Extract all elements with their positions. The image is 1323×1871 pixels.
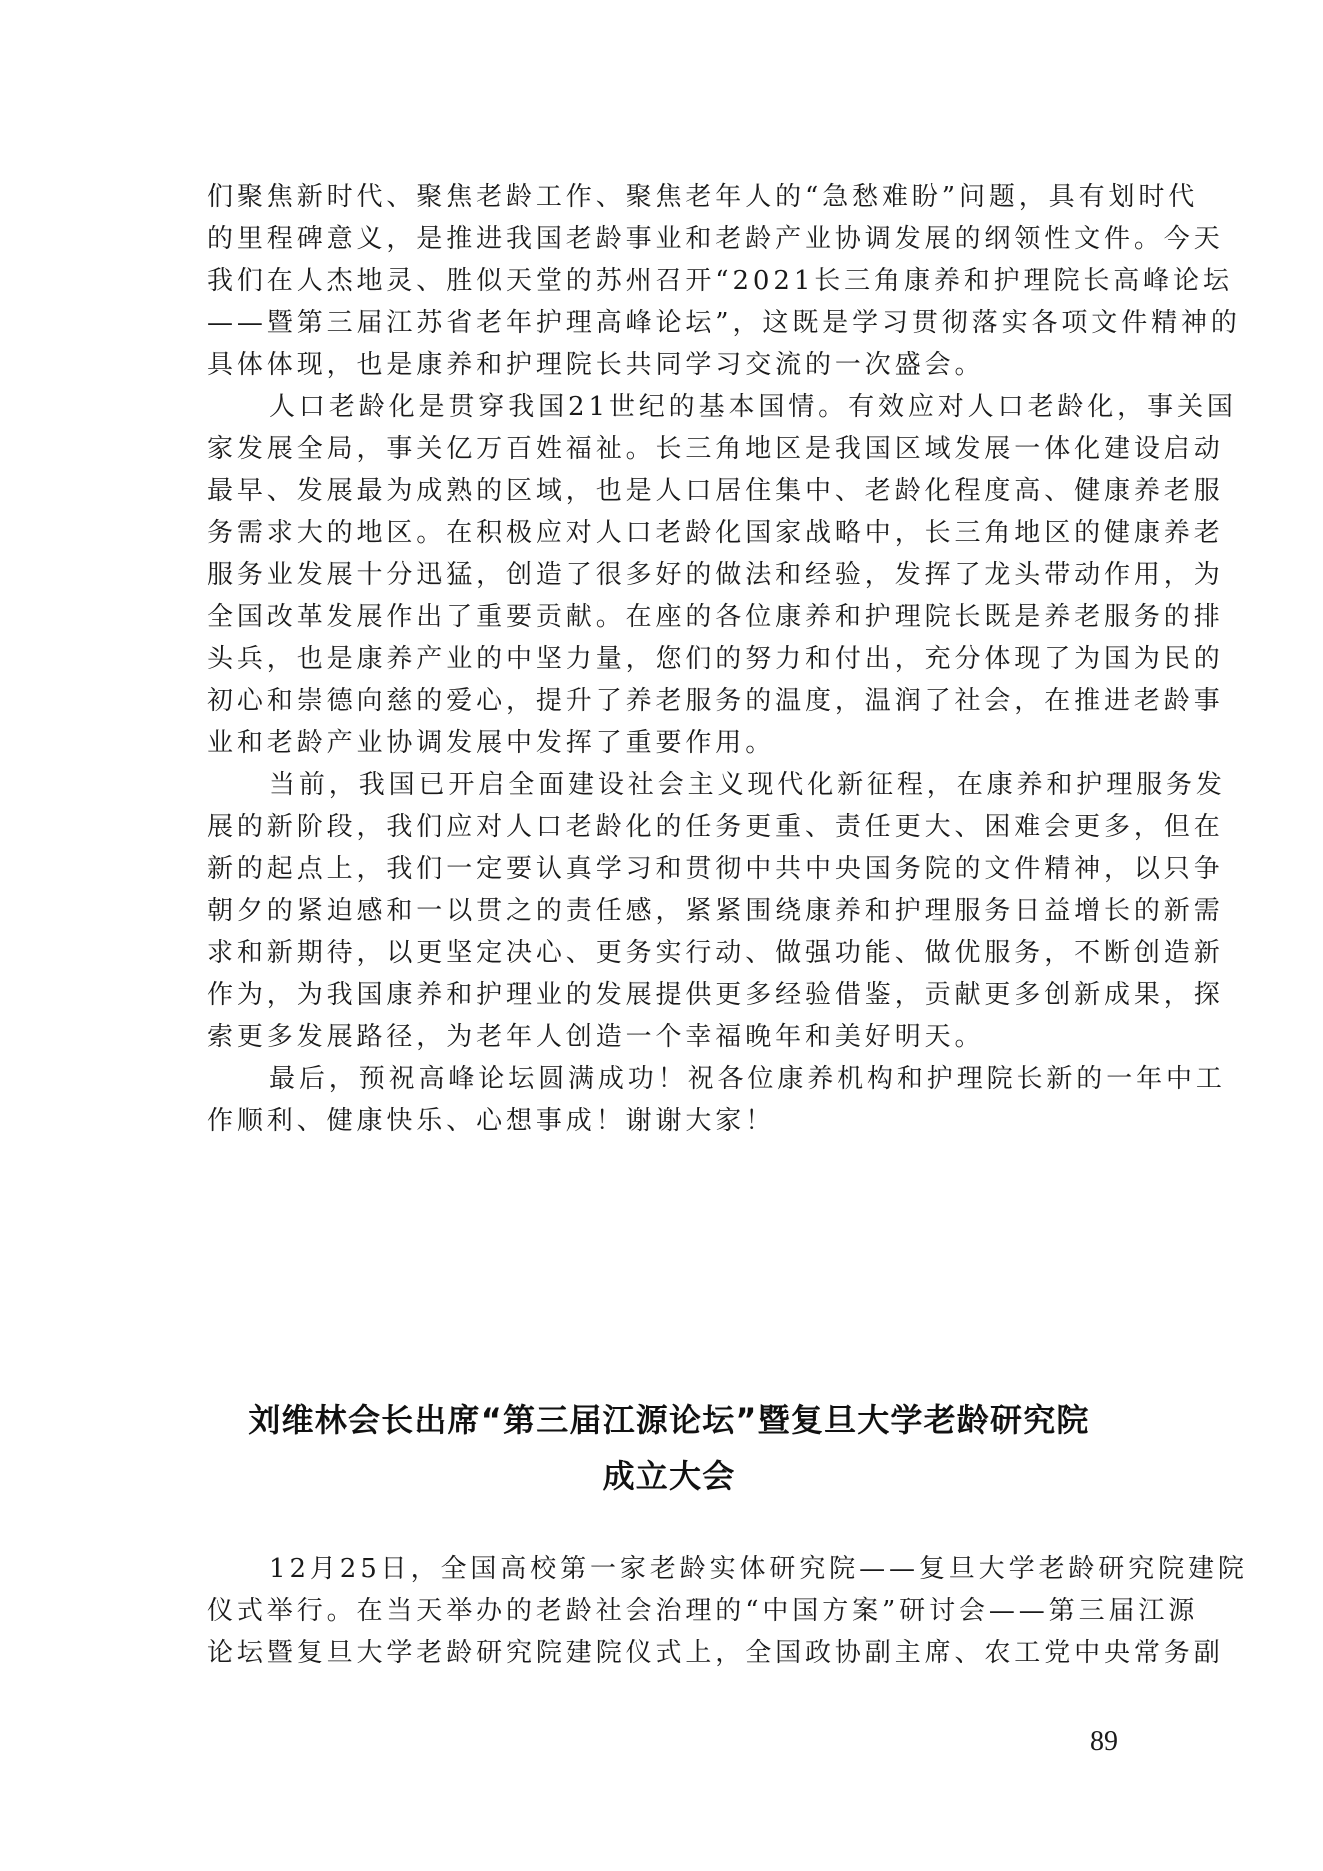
speech-body [207, 176, 1241, 1142]
text-line: 最早、发展最为成熟的区域，也是人口居住集中、老龄化程度高、健康养老服 [207, 476, 1224, 506]
text-line: 具体体现，也是康养和护理院长共同学习交流的一次盛会。 [207, 350, 985, 380]
text-line: 头兵，也是康养产业的中坚力量，您们的努力和付出，充分体现了为国为民的 [207, 644, 1224, 674]
text-line: 展的新阶段，我们应对人口老龄化的任务更重、责任更大、困难会更多，但在 [207, 812, 1224, 842]
text-line: 论坛暨复旦大学老龄研究院建院仪式上，全国政协副主席、农工党中央常务副 [207, 1638, 1224, 1668]
text-line: 作为，为我国康养和护理业的发展提供更多经验借鉴，贡献更多创新成果，探 [207, 980, 1224, 1010]
text-line: 初心和崇德向慈的爱心，提升了养老服务的温度，温润了社会，在推进老龄事 [207, 686, 1224, 716]
article-title [200, 1392, 1138, 1504]
paragraph-1 [207, 176, 1241, 386]
text-line: 求和新期待，以更坚定决心、更务实行动、做强功能、做优服务，不断创造新 [207, 938, 1224, 968]
text-line: 家发展全局，事关亿万百姓福祉。长三角地区是我国区域发展一体化建设启动 [207, 434, 1224, 464]
text-line: ——暨第三届江苏省老年护理高峰论坛”，这既是学习贯彻落实各项文件精神的 [207, 308, 1241, 338]
title-line: 成立大会 [602, 1457, 736, 1495]
text-line: 仪式举行。在当天举办的老龄社会治理的“中国方案”研讨会——第三届江源 [207, 1596, 1199, 1626]
text-line: 服务业发展十分迅猛，创造了很多好的做法和经验，发挥了龙头带动作用，为 [207, 560, 1224, 590]
paragraph-4 [207, 1058, 1226, 1142]
title-line: 刘维林会长出席“第三届江源论坛”暨复旦大学老龄研究院 [248, 1401, 1090, 1439]
page-number: 89 [1090, 1726, 1118, 1757]
text-line: 12月25日，全国高校第一家老龄实体研究院——复旦大学老龄研究院建院 [269, 1554, 1248, 1584]
text-line: 务需求大的地区。在积极应对人口老龄化国家战略中，长三角地区的健康养老 [207, 518, 1224, 548]
text-line: 们聚焦新时代、聚焦老龄工作、聚焦老年人的“急愁难盼”问题，具有划时代 [207, 182, 1199, 212]
paragraph-2 [207, 386, 1237, 764]
text-line: 我们在人杰地灵、胜似天堂的苏州召开“2021长三角康养和护理院长高峰论坛 [207, 266, 1233, 296]
text-line: 当前，我国已开启全面建设社会主义现代化新征程，在康养和护理服务发 [269, 770, 1226, 800]
text-line: 全国改革发展作出了重要贡献。在座的各位康养和护理院长既是养老服务的排 [207, 602, 1224, 632]
text-line: 索更多发展路径，为老年人创造一个幸福晚年和美好明天。 [207, 1022, 985, 1052]
paragraph-3 [207, 764, 1226, 1058]
article-body [207, 1548, 1248, 1674]
text-line: 最后，预祝高峰论坛圆满成功！祝各位康养机构和护理院长新的一年中工 [269, 1064, 1226, 1094]
text-line: 的里程碑意义，是推进我国老龄事业和老龄产业协调发展的纲领性文件。今天 [207, 224, 1224, 254]
text-line: 作顺利、健康快乐、心想事成！谢谢大家！ [207, 1106, 776, 1136]
text-line: 新的起点上，我们一定要认真学习和贯彻中共中央国务院的文件精神，以只争 [207, 854, 1224, 884]
text-line: 朝夕的紧迫感和一以贯之的责任感，紧紧围绕康养和护理服务日益增长的新需 [207, 896, 1224, 926]
text-line: 人口老龄化是贯穿我国21世纪的基本国情。有效应对人口老龄化，事关国 [269, 392, 1237, 422]
paragraph-5 [207, 1548, 1248, 1674]
text-line: 业和老龄产业协调发展中发挥了重要作用。 [207, 728, 776, 758]
